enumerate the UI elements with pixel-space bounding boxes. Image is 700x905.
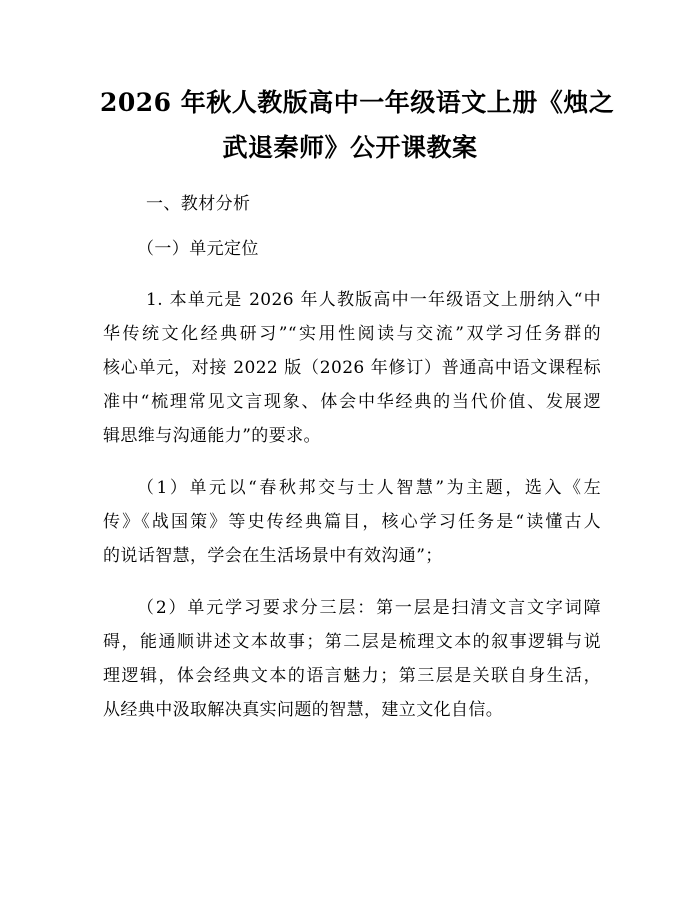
document-title-line-2: 武退秦师》公开课教案 bbox=[222, 133, 478, 162]
paragraph-1-line-4: 准中“梳理常见文言现象、体会中华经典的当代价值、发展逻 bbox=[103, 392, 601, 412]
paragraph-3-line-1: （2）单元学习要求分三层：第一层是扫清文言文字词障 bbox=[137, 598, 601, 618]
paragraph-1-line-3: 核心单元，对接 2022 版（2026 年修订）普通高中语文课程标 bbox=[103, 358, 601, 378]
paragraph-2-line-2: 传》《战国策》等史传经典篇目，核心学习任务是“读懂古人 bbox=[103, 512, 601, 532]
paragraph-3-line-2: 碍，能通顺讲述文本故事；第二层是梳理文本的叙事逻辑与说 bbox=[103, 632, 601, 652]
paragraph-3-line-3: 理逻辑，体会经典文本的语言魅力；第三层是关联自身生活， bbox=[103, 666, 601, 686]
document-title-line-1: 2026 年秋人教版高中一年级语文上册《烛之 bbox=[100, 88, 615, 117]
paragraph-2-line-3: 的说话智慧，学会在生活场景中有效沟通”； bbox=[103, 546, 443, 566]
paragraph-2-line-1: （1）单元以“春秋邦交与士人智慧”为主题，选入《左 bbox=[137, 478, 601, 498]
subsection-heading: （一）单元定位 bbox=[137, 239, 259, 259]
paragraph-3-line-4: 从经典中汲取解决真实问题的智慧，建立文化自信。 bbox=[103, 700, 504, 720]
paragraph-1-line-1: 1. 本单元是 2026 年人教版高中一年级语文上册纳入“中 bbox=[146, 290, 601, 310]
paragraph-1-line-5: 辑思维与沟通能力”的要求。 bbox=[103, 426, 321, 446]
section-heading: 一、教材分析 bbox=[146, 194, 251, 214]
paragraph-1-line-2: 华传统文化经典研习”“实用性阅读与交流”双学习任务群的 bbox=[103, 324, 601, 344]
